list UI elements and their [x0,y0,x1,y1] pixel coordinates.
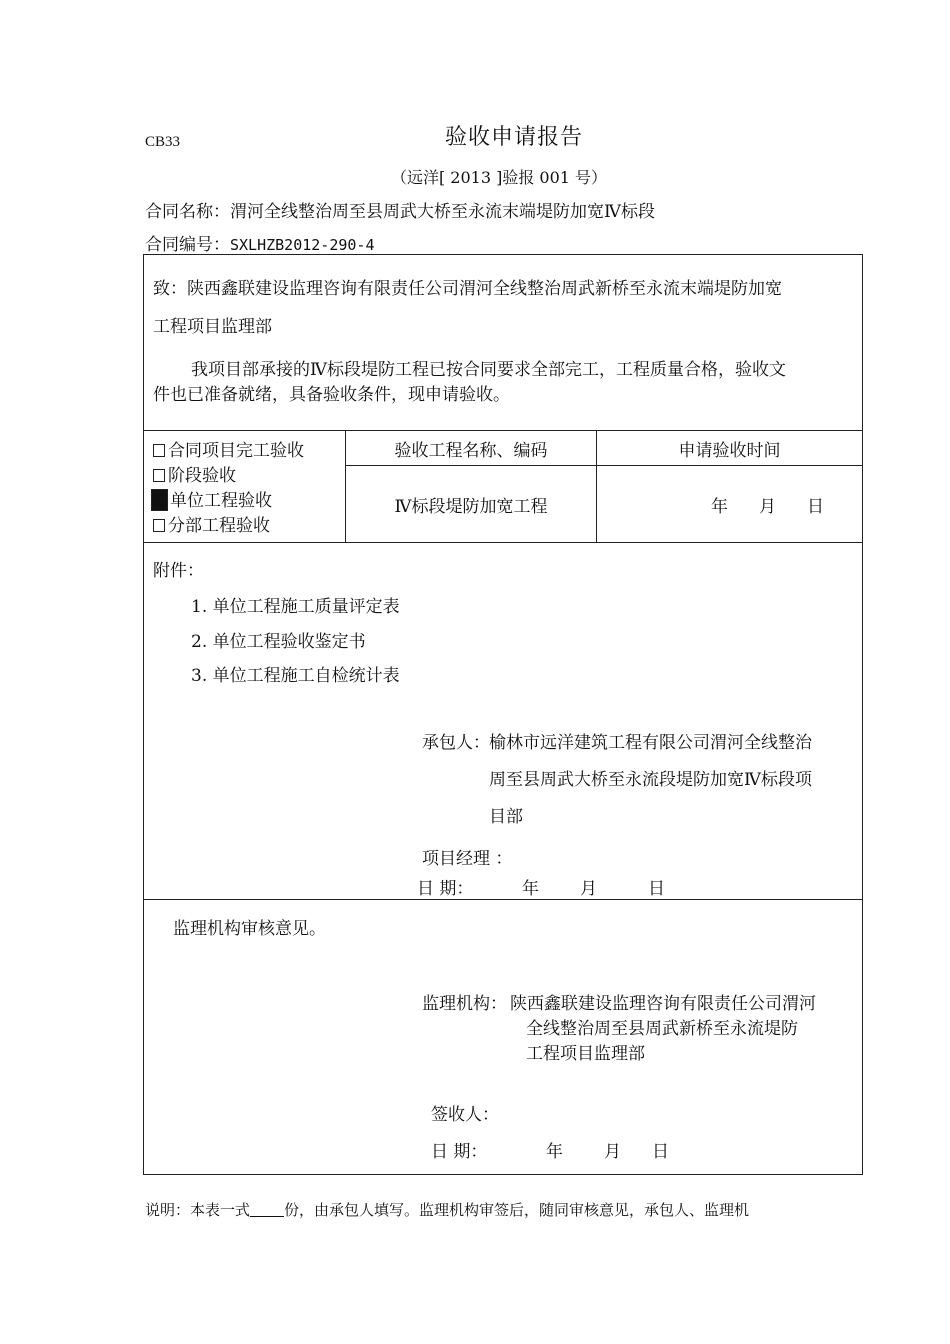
request-year: 年 [711,497,728,517]
supervisor-year: 年 [546,1142,563,1162]
request-line2: 件也已准备就绪，具备验收条件，现申请验收。 [153,385,510,405]
request-line1: 我项目部承接的Ⅳ标段堤防工程已按合同要求全部完工，工程质量合格，验收文 [191,360,786,380]
acceptance-option-completion[interactable]: 合同项目完工验收 [153,436,304,461]
contract-no-row [145,230,375,255]
document-title: 验收申请报告 [444,125,583,150]
acceptance-option-stage[interactable]: 阶段验收 [153,461,236,486]
footnote-before: 说明：本表一式 [145,1201,251,1219]
form-code: CB33 [145,134,181,150]
supervisor-opinion-label: 监理机构审核意见。 [173,919,326,939]
supervisor-date-label: 日 期： [431,1142,488,1162]
supervisor-day: 日 [652,1142,669,1162]
contract-no-label: 合同编号： [145,235,230,255]
supervisor-month: 月 [604,1142,621,1162]
supervisor-line2: 全线整治周至县周武新桥至永流堤防 [526,1019,798,1039]
request-month: 月 [759,497,776,517]
header-project-name: 验收工程名称、编码 [394,441,548,461]
addressee-line1: 致：陕西鑫联建设监理咨询有限责任公司渭河全线整治周武新桥至永流末端堤防加宽 [153,279,782,299]
contractor-year: 年 [522,879,539,899]
divider [144,899,862,900]
divider [345,465,862,466]
attachment-item: 2. 单位工程验收鉴定书 [191,632,366,652]
contractor-label: 承包人： [422,733,490,753]
divider [144,542,862,543]
contractor-day: 日 [648,879,665,899]
checkbox-empty-icon [153,444,165,457]
request-day: 日 [807,497,824,517]
footnote-after: 份，由承包人填写。监理机构审签后，随同审核意见，承包人、监理机 [284,1201,750,1219]
attachments-label: 附件： [153,561,204,581]
contractor-month: 月 [580,879,597,899]
contractor-line1: 榆林市远洋建筑工程有限公司渭河全线整治 [489,733,812,753]
supervisor-line1: 陕西鑫联建设监理咨询有限责任公司渭河 [510,994,816,1014]
header-request-time: 申请验收时间 [678,441,781,461]
contractor-line3: 目部 [489,807,523,827]
contract-name-label: 合同名称： [145,202,230,222]
addressee-line2: 工程项目监理部 [153,317,272,337]
checkbox-empty-icon [153,519,165,532]
document-number: （远洋[ 2013 ]验报 001 号） [390,168,608,187]
acceptance-option-unit[interactable]: 单位工程验收 [151,486,272,511]
attachment-item: 1. 单位工程施工质量评定表 [191,597,400,617]
project-name-value: Ⅳ标段堤防加宽工程 [394,497,548,517]
attachment-item: 3. 单位工程施工自检统计表 [191,666,400,686]
checkbox-checked-icon [151,489,168,511]
copies-blank [250,1202,284,1217]
contractor-date-label: 日 期： [417,879,474,899]
contract-no-value: SXLHZB2012-290-4 [230,236,375,254]
contract-name-value: 渭河全线整治周至县周武大桥至永流末端堤防加宽Ⅳ标段 [230,202,655,222]
divider [144,430,862,431]
project-manager-label: 项目经理 ： [422,849,513,869]
contract-name-row [145,197,655,222]
checkbox-empty-icon [153,469,165,482]
supervisor-line3: 工程项目监理部 [526,1044,645,1064]
form-table [143,254,863,1175]
contractor-line2: 周至县周武大桥至永流段堤防加宽Ⅳ标段项 [489,770,812,790]
receiver-label: 签收人： [431,1105,499,1125]
acceptance-option-subpart[interactable]: 分部工程验收 [153,511,270,536]
footnote [145,1199,749,1220]
supervisor-org-label: 监理机构： [422,994,507,1014]
